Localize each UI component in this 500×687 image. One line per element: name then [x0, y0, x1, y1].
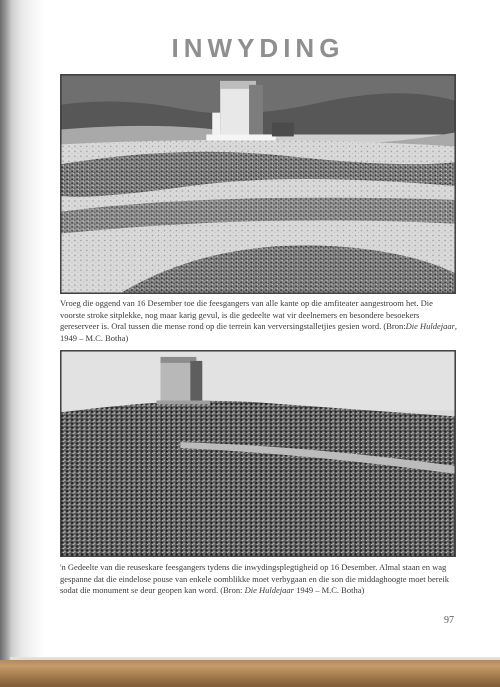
caption-2-credit: 1949 – M.C. Botha) [293, 585, 365, 596]
caption-2-source-title: Die Huldejaar [244, 585, 294, 596]
caption-1-text: Vroeg die oggend van 16 Desember toe die feesgangers van alle kante op die amfiteater aangestroom het. Die voorste stroke sitplekke, nog maar karig gevul, is die gedeelte wat vir deelnemers en besondere besoekers gereserveer is. Oral tussen die mense rond op die terrein kan verversingstalletjies gesien word. (Bron: [60, 298, 433, 332]
photo-crowd-ceremony [60, 350, 456, 557]
book-spine-shadow [0, 0, 44, 687]
table-surface [0, 660, 500, 687]
photo-caption-1 [60, 298, 458, 344]
page-number: 97 [444, 615, 454, 626]
caption-1-source-title: Die Huldejaar [405, 321, 455, 332]
page-title: INWYDING [171, 33, 345, 63]
photo-amphitheatre-morning [60, 74, 456, 294]
caption-2-text: 'n Gedeelte van die reuseskare feesgangers tydens die inwydingsplegtigheid op 16 Desember. Almal staan en wag gespanne dat die eindelose pouse van enkele oomblikke moet verbygaan en die son die middaghoogte moet bereik sodat die monument se deur geopen kan word. (Bron: [60, 562, 449, 596]
photo-caption-2 [60, 562, 458, 597]
caption-1-credit: , 1949 – M.C. Botha) [60, 321, 458, 343]
